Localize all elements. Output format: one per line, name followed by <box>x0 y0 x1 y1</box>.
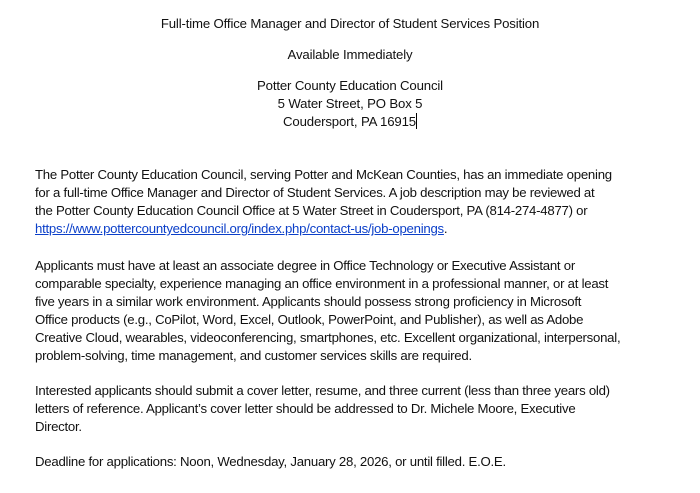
intro-link-line <box>35 220 695 238</box>
application-paragraph <box>35 382 695 436</box>
address-street: 5 Water Street, PO Box 5 <box>277 96 423 111</box>
application-line: Director. <box>35 419 82 434</box>
link-suffix: . <box>443 221 448 236</box>
position-title: Full-time Office Manager and Director of Student Services Position <box>160 16 540 31</box>
intro-line: The Potter County Education Council, serving Potter and McKean Counties, has an immediate opening <box>35 167 612 182</box>
job-openings-link[interactable]: https://www.pottercountyedcouncil.org/index.php/contact-us/job-openings <box>35 221 444 236</box>
intro-paragraph <box>35 166 695 238</box>
requirements-line: comparable specialty, experience managing an office environment in a professional manner, or at least <box>35 276 609 291</box>
text-cursor <box>416 113 417 129</box>
deadline-line: Deadline for applications: Noon, Wednesday, January 28, 2026, or until filled. E.O.E. <box>35 454 506 469</box>
intro-line: for a full-time Office Manager and Director of Student Services. A job description may be reviewed at <box>35 185 595 200</box>
requirements-line: five years in a similar work environment. Applicants should possess strong proficiency in Microsoft <box>35 294 582 309</box>
address-city <box>0 113 700 131</box>
requirements-line: Applicants must have at least an associate degree in Office Technology or Executive Assistant or <box>35 258 575 273</box>
address-organization: Potter County Education Council <box>257 78 443 93</box>
availability-line: Available Immediately <box>287 47 413 62</box>
requirements-line: problem-solving, time management, and customer services skills are required. <box>35 348 472 363</box>
application-line: Interested applicants should submit a cover letter, resume, and three current (less than three years old) <box>35 383 610 398</box>
application-line: letters of reference. Applicant’s cover letter should be addressed to Dr. Michele Moore, Executive <box>35 401 576 416</box>
intro-line: the Potter County Education Council Office at 5 Water Street in Coudersport, PA (814-274-4877) or <box>35 203 588 218</box>
requirements-paragraph <box>35 257 695 365</box>
requirements-line: Office products (e.g., CoPilot, Word, Excel, Outlook, PowerPoint, and Publisher), as well as Adobe <box>35 312 584 327</box>
requirements-line: Creative Cloud, wearables, videoconferencing, smartphones, etc. Excellent organizational, interpersonal, <box>35 330 621 345</box>
address-city-text: Coudersport, PA 16915 <box>283 114 416 129</box>
deadline-paragraph <box>35 453 695 471</box>
